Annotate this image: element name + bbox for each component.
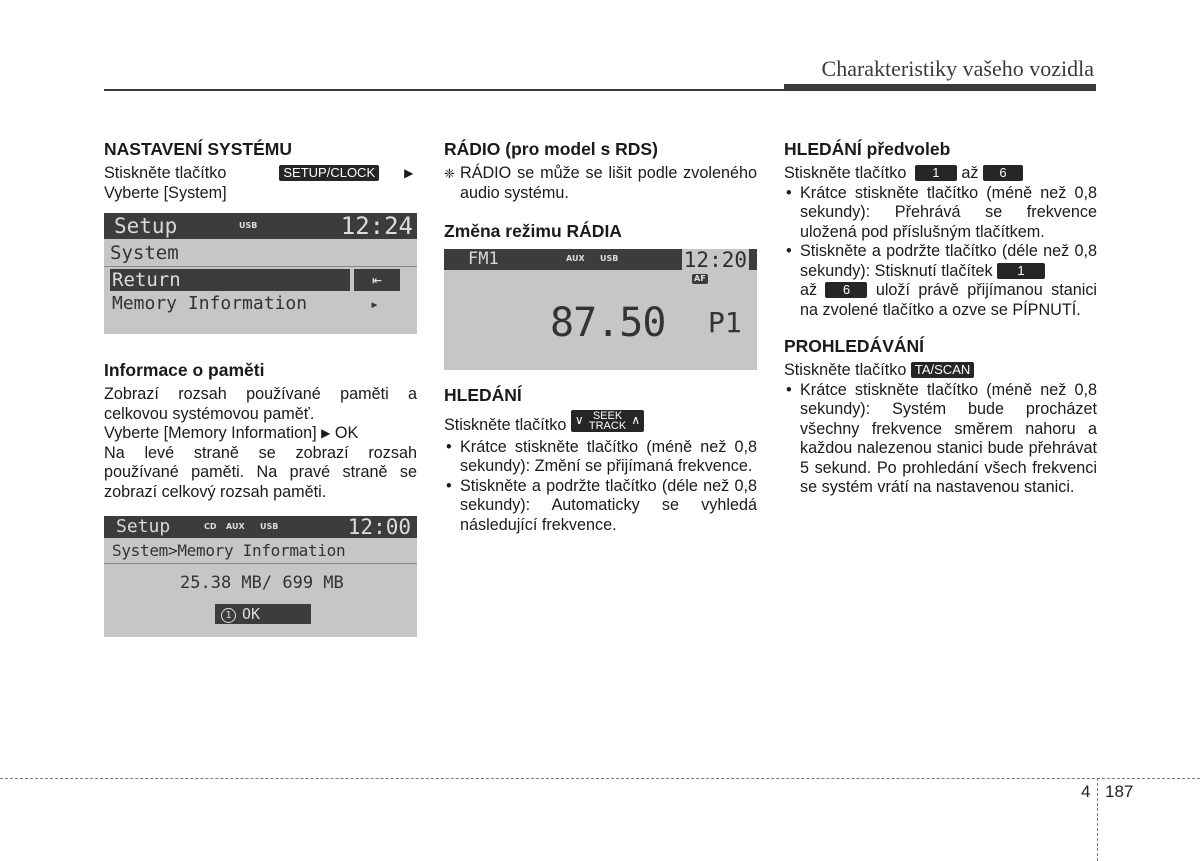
instruction-preset: Stiskněte tlačítko 1 až 6 (784, 164, 1097, 184)
heading-scan: PROHLEDÁVÁNÍ (784, 336, 925, 356)
menu-row-memory-information: Memory Information (112, 293, 308, 314)
heading-radio-rds: RÁDIO (pro model s RDS) (444, 139, 658, 159)
seek-list (444, 438, 757, 536)
list-item: • Stiskněte a podržte tlačítko (déle než 0,8 sekundy): Automaticky se vyhledá následující frekvence. (444, 477, 757, 536)
list-item: • Krátce stiskněte tlačítko (méně než 0,8 sekundy): Změní se přijímaná frekvence. (444, 438, 757, 477)
setup-clock-button: SETUP/CLOCK (279, 165, 379, 181)
column-preset (784, 138, 1097, 498)
menu-row-system: System (110, 242, 179, 264)
column-system-settings (104, 138, 417, 637)
instruction-memory: Vyberte [Memory Information] ▶ OK (104, 424, 359, 442)
radio-fm-screen (444, 249, 757, 370)
arrow-right-icon: ▶ (404, 166, 414, 180)
heading-preset-search: HLEDÁNÍ předvoleb (784, 139, 951, 159)
footer-divider (0, 778, 1200, 779)
cd-indicator: CD (204, 522, 217, 531)
clock: 12:00 (347, 516, 411, 539)
memory-explanation: Na levé straně se zobrazí rozsah používané paměti. Na pravé straně se zobrazí celkový rozsah paměti. (104, 443, 417, 501)
radio-note: ❈ RÁDIO se může se lišit podle zvoleného audio systému. (444, 164, 757, 202)
chapter-number: 4 (1081, 782, 1091, 801)
ta-scan-button: TA/SCAN (911, 362, 974, 378)
page-header-title: Charakteristiky vašeho vozidla (821, 56, 1094, 81)
menu-row-return: Return (110, 269, 350, 291)
memory-info-screen (104, 516, 417, 637)
seek-track-button: ∨ SEEK TRACK ∧ (571, 410, 644, 432)
preset-display: P1 (708, 306, 742, 339)
chevron-right-icon: ▸ (370, 295, 380, 313)
memory-usage-value: 25.38 MB/ 699 MB (180, 573, 344, 593)
aux-indicator: AUX (566, 254, 585, 263)
setup-system-screen (104, 213, 417, 334)
preset-1-button: 1 (997, 263, 1045, 279)
preset-6-button: 6 (983, 165, 1023, 181)
ok-button: 1 OK (215, 604, 311, 624)
arrow-right-icon: ▶ (321, 426, 331, 440)
list-item: • Krátce stiskněte tlačítko (méně než 0,8 sekundy): Přehrává se frekvence uložená pod příslušným tlačítkem. (784, 184, 1097, 243)
header-rule (104, 89, 784, 91)
screen-title: Setup (116, 516, 171, 537)
memory-desc: Zobrazí rozsah používané paměti a celkovou systémovou paměť. (104, 385, 417, 423)
preset-list (784, 184, 1097, 321)
scan-list (784, 381, 1097, 498)
breadcrumb: System>Memory Information (112, 541, 346, 560)
instruction-scan: Stiskněte tlačítko TA/SCAN (784, 361, 1097, 381)
page-number: 187 (1105, 782, 1134, 801)
screen-title: Setup (114, 214, 178, 238)
column-radio (444, 138, 757, 535)
usb-indicator: USB (260, 522, 279, 531)
header-rule-thick (784, 84, 1096, 91)
af-indicator: AF (694, 274, 706, 283)
circled-one-icon: 1 (221, 608, 236, 623)
list-item: • Krátce stiskněte tlačítko (méně než 0,8 sekundy): Systém bude procházet všechny frekvence směrem nahoru a každou nalezenou stanici bude přehrávat 5 sekund. Po prohledání všech frekvenci se systém vrátí na nastavenou stanici. (784, 381, 1097, 498)
footer-vertical-divider (1097, 778, 1098, 861)
frequency-display: 87.50 (550, 300, 666, 346)
heading-memory-info: Informace o paměti (104, 360, 265, 380)
heading-system-settings: NASTAVENÍ SYSTÉMU (104, 139, 292, 159)
clock: 12:24 (340, 213, 413, 240)
usb-indicator: USB (600, 254, 619, 263)
preset-1-button: 1 (915, 165, 957, 181)
instruction-setup: Stiskněte tlačítko SETUP/CLOCK ▶ Vyberte [System] (104, 164, 414, 202)
instruction-seek: Stiskněte tlačítko ∨ SEEK TRACK ∧ (444, 410, 757, 436)
heading-seek: HLEDÁNÍ (444, 385, 522, 405)
preset-6-button: 6 (825, 282, 867, 298)
clock: 12:20 (683, 249, 747, 272)
usb-indicator: USB (239, 221, 258, 230)
return-icon: ⇤ (354, 269, 400, 291)
note-mark-icon: ❈ (444, 166, 455, 181)
list-item: • Stiskněte a podržte tlačítko (déle než 0,8 sekundy): Stisknutí tlačítek 1 až 6 uloží právě přijímanou stanici na zvolené tlačítko a ozve se PÍPNUTÍ. (784, 242, 1097, 320)
aux-indicator: AUX (226, 522, 245, 531)
band-label: FM1 (468, 249, 499, 269)
heading-radio-mode: Změna režimu RÁDIA (444, 221, 622, 241)
